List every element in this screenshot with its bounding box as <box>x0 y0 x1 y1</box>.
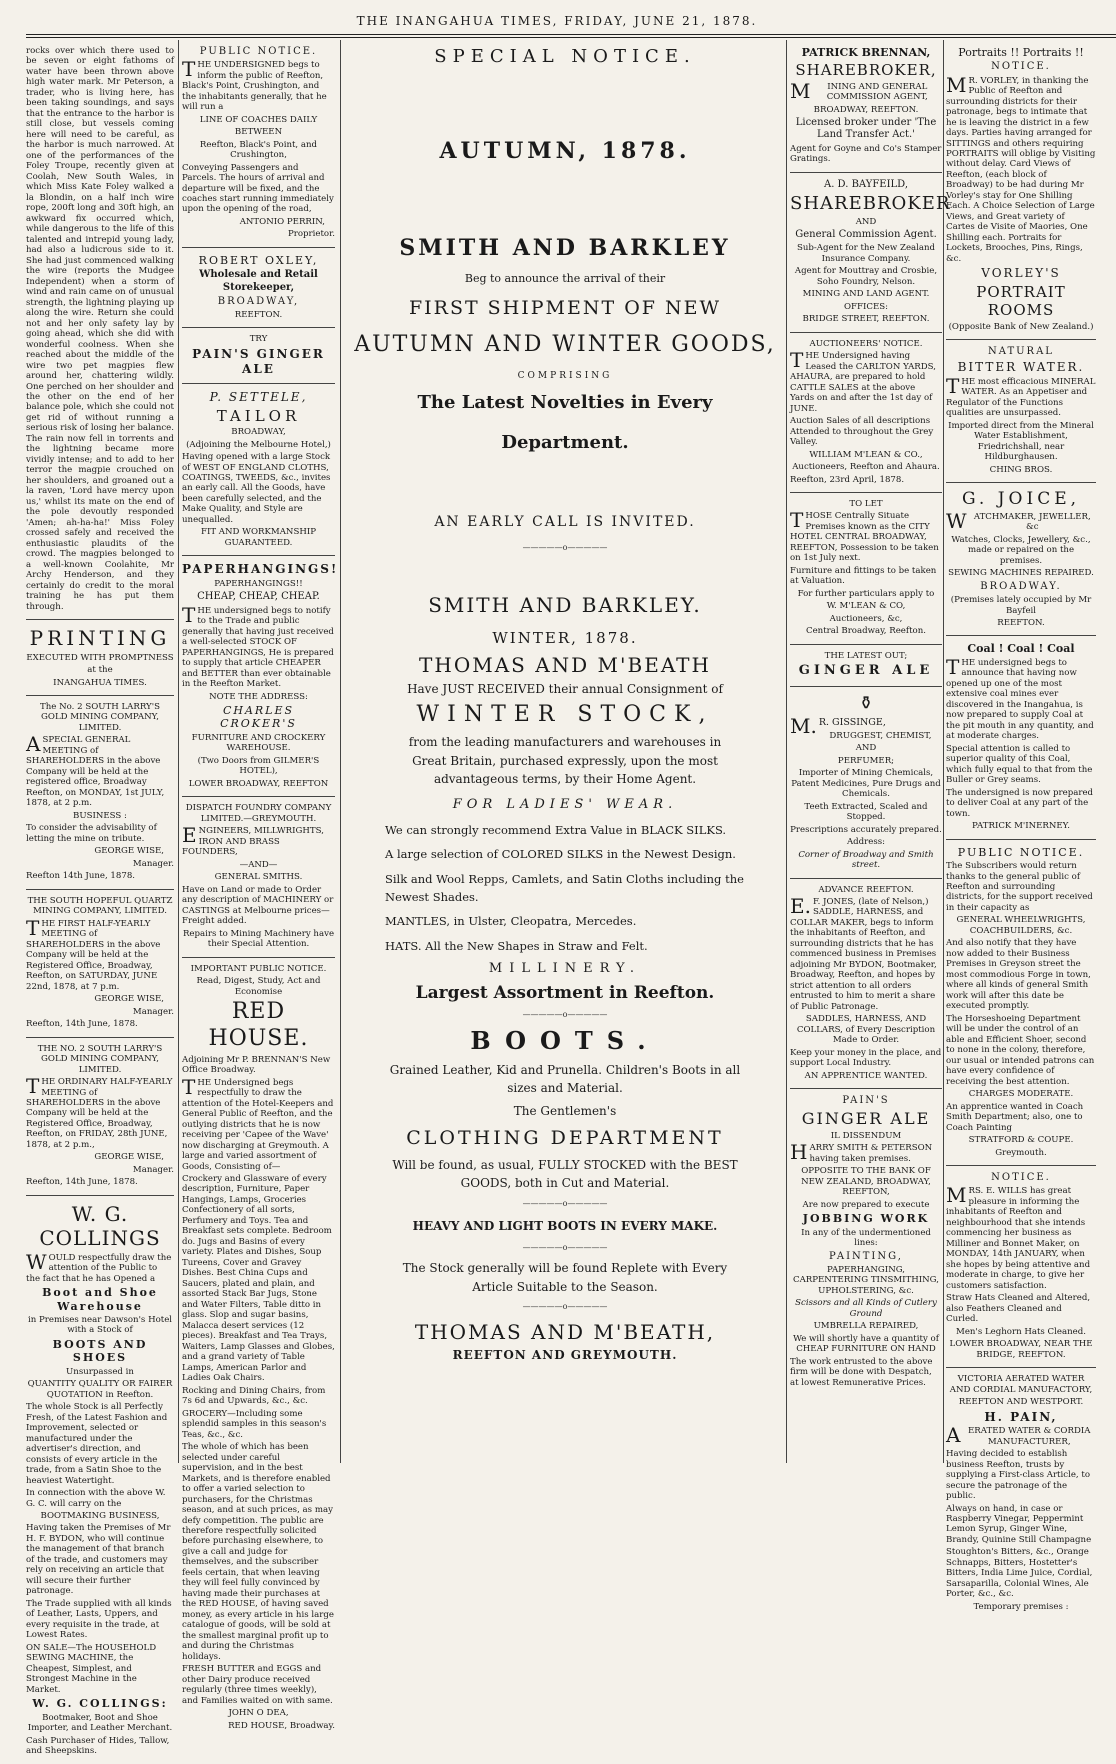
notice-title: THE NO. 2 SOUTH LARRY'S GOLD MINING COMPANY, LIMITED. <box>37 1043 163 1075</box>
ad-text: MINING AND GENERAL COMMISSION AGENT, <box>790 78 928 103</box>
ad-text: Cash Purchaser of Hides, Tallow, and Sheepskins. <box>26 1735 170 1757</box>
ad-text: And also notify that they have now added to their Business Premises in Greyson street the most commodious Forge in town, where all kinds of general Smith work will after this date be executed promptly. <box>946 938 1091 1012</box>
gold-company-notice <box>26 1038 174 1196</box>
ad-heading: MILLINERY. <box>488 961 642 977</box>
column-divider <box>786 40 787 1463</box>
red-house-ad <box>182 958 335 1739</box>
ad-text: REEFTON. <box>997 617 1045 628</box>
ad-text: AND <box>855 216 877 227</box>
notice-title: THE SOUTH HOPEFUL QUARTZ MINING COMPANY, LIMITED. <box>27 895 173 917</box>
aerated-water-ad <box>946 1368 1096 1619</box>
ad-text: SEWING MACHINES REPAIRED. <box>948 568 1094 579</box>
ad-text: Grained Leather, Kid and Prunella. Children's Boots in all sizes and Material. <box>389 1062 741 1096</box>
ad-text: in Premises near Dawson's Hotel with a Stock of <box>27 1314 173 1336</box>
ad-heading: GINGER ALE <box>798 663 934 679</box>
signature: GEORGE WISE, <box>94 1152 164 1163</box>
notice-date: Reefton, 14th June, 1878. <box>26 1177 138 1188</box>
ad-text: BRIDGE STREET, REEFTON. <box>802 314 930 325</box>
column-1 <box>26 40 174 1757</box>
ad-text: Reefton, Black's Point, and Crushington, <box>199 139 318 161</box>
ad-heading: FIT AND WORKMANSHIP GUARANTEED. <box>200 527 317 548</box>
ad-text: OPPOSITE TO THE BANK OF NEW ZEALAND, BROADWAY, REEFTON, <box>801 1166 931 1198</box>
printing-line: INANGAHUA TIMES. <box>53 677 147 688</box>
ad-text: Are now prepared to execute <box>802 1199 930 1210</box>
ad-text: Rocking and Dining Chairs, from 7s 6d and Upwards, &c., &c. <box>182 1385 326 1407</box>
ad-text: LOWER BROADWAY, NEAR THE BRIDGE, REEFTON. <box>949 1339 1093 1360</box>
ad-text: AN EARLY CALL IS INVITED. <box>434 513 696 530</box>
brennan-ad <box>790 40 942 173</box>
ad-text: Sub-Agent for the New Zealand Insurance Company. <box>796 243 936 264</box>
ad-text: PAPERHANGINGS!! <box>214 579 303 589</box>
ad-text: MR. VORLEY, in thanking the Public of Reefton and surrounding districts for their patronage, begs to intimate that he is leaving the district in a few days. Parties having arranged for SITTINGS and others requiring PORTRAITS will oblige by Visiting without delay. Card Views of Reefton, (each block of Broadway) to be had during Mr Vorley's stay for One Shilling Each. A Choice Selection of Large Views, and Great variety of Cartes de Visite of Maories, One Shilling each. Portraits for Lockets, Brooches, Pins, Rings, &c. <box>946 72 1096 264</box>
ad-text: Auction Sales of all descriptions Attended to throughout the Grey Valley. <box>790 416 934 448</box>
ad-text: COMPRISING <box>517 371 613 382</box>
ad-heading: Largest Assortment in Reefton. <box>415 983 715 1004</box>
separator: —————o————— <box>522 1243 608 1253</box>
ad-heading: FOR LADIES' WEAR. <box>452 797 678 812</box>
notice-heading: IMPORTANT PUBLIC NOTICE. <box>190 963 327 974</box>
ad-text: FRESH BUTTER and EGGS and other Dairy produce received regularly (three times weekly), and Families waited on with same. <box>182 1664 333 1706</box>
ad-text: CHARGES MODERATE. <box>968 1089 1074 1100</box>
ad-heading: GENERAL WHEELWRIGHTS, COACHBUILDERS, &c. <box>956 915 1086 936</box>
firm-name: SMITH AND BARKLEY <box>399 234 731 261</box>
paperhangings-ad <box>182 556 339 797</box>
signature-role: Auctioneers, &c, <box>829 613 903 624</box>
ad-heading: BOOTS. <box>470 1025 660 1055</box>
ad-text: (Adjoining the Melbourne Hotel,) <box>186 439 331 450</box>
signature-role: Manager. <box>132 1006 174 1017</box>
ad-text: HARRY SMITH & PETERSON having taken premises. <box>790 1140 933 1165</box>
ad-text: Scissors and all Kinds of Cutlery Ground <box>795 1298 937 1319</box>
printing-line: at the <box>87 665 113 676</box>
masthead-rule <box>26 34 1116 35</box>
ad-text: AN APPRENTICE WANTED. <box>804 1070 928 1081</box>
ad-text: Will be found, as usual, FULLY STOCKED with the BEST GOODS, both in Cut and Material. <box>392 1157 738 1191</box>
ad-text: E.F. JONES, (late of Nelson,) SADDLE, HARNESS, and COLLAR MAKER, begs to inform the inhabitants of Reefton, and surrounding districts that he has commenced business in Premises adjoining Mr BYDON, Bootmaker, Broadway, Reefton, and hopes by strict attention to all orders entrusted to him to merit a share of Public Patronage. <box>790 893 937 1012</box>
ad-text: The Subscribers would return thanks to the general public of Reefton and surrounding districts, for the support received in their capacity as <box>946 861 1093 913</box>
masthead: THE INANGAHUA TIMES, FRIDAY, JUNE 21, 1878. <box>356 14 758 28</box>
ad-text: Imported direct from the Mineral Water Establishment, Friedrichshall, near Hildburghausen. <box>948 420 1094 463</box>
ad-heading: PORTRAIT ROOMS <box>976 282 1066 320</box>
advertiser-name: H. PAIN, <box>984 1409 1058 1424</box>
ad-heading: VICTORIA AERATED WATER AND CORDIAL MANUFACTORY, <box>949 1374 1093 1395</box>
list-item: A large selection of COLORED SILKS in the Newest Design. <box>385 847 736 862</box>
ad-text: Men's Leghorn Hats Cleaned. <box>956 1326 1086 1337</box>
ad-text: WOULD respectfully draw the attention of the Public to the fact that he has Opened a <box>26 1249 172 1284</box>
ad-text: Agent for Mouttray and Crosbie, Soho Foundry, Nelson. <box>794 266 938 287</box>
collings-ad <box>26 1196 174 1764</box>
notice-heading: PUBLIC NOTICE. <box>199 46 318 57</box>
saddler-ad <box>790 879 942 1090</box>
ad-text: TRY <box>249 334 268 345</box>
ad-heading: Coal ! Coal ! Coal <box>967 642 1075 656</box>
ad-heading: GINGER ALE <box>801 1109 931 1129</box>
ad-text: Stoughton's Bitters, &c., Orange Schnapps, Bitters, Hostetter's Bitters, India Lime Juice, Cordial, Sarsaparilla, Colonial Wines, Ale Porter, &c., &c. <box>946 1547 1093 1600</box>
ad-text: Watches, Clocks, Jewellery, &c., made or repaired on the premises. <box>951 534 1091 566</box>
notice-heading: AUCTIONEERS' NOTICE. <box>809 338 923 349</box>
ad-text: Having taken the Premises of Mr H. F. BYDON, who will continue the management of that branch of the trade, and customers may rely on receiving an article that will secure their further patronage. <box>26 1523 171 1597</box>
bayfeild-ad <box>790 173 951 333</box>
signature: W. M'LEAN & CO, <box>826 601 906 612</box>
coal-ad <box>946 636 1096 839</box>
separator: —————o————— <box>522 1009 608 1019</box>
ad-heading: CLOTHING DEPARTMENT <box>406 1126 724 1149</box>
ad-heading: BITTER WATER. <box>957 360 1085 375</box>
ad-text: QUANTITY QUALITY OR FAIRER QUOTATION in Reefton. <box>27 1379 173 1400</box>
printing-line: EXECUTED WITH PROMPTNESS <box>26 652 174 663</box>
ladies-items <box>345 821 785 955</box>
notice-title: The No. 2 SOUTH LARRY'S GOLD MINING COMPANY, LIMITED. <box>40 702 160 733</box>
ad-heading: WATCHMAKER, JEWELLER, &c <box>946 508 1091 533</box>
column-3 <box>345 40 785 1463</box>
ad-text: (Opposite Bank of New Zealand.) <box>948 321 1094 332</box>
list-item: HATS. All the New Shapes in Straw and Felt. <box>385 938 648 953</box>
signature: GEORGE WISE, <box>94 994 164 1005</box>
ad-heading: FIRST SHIPMENT OF NEW <box>408 297 722 320</box>
advertiser-name: RED HOUSE. <box>208 999 309 1051</box>
chemist-ad <box>790 687 942 878</box>
ad-heading: MINING AND LAND AGENT. <box>802 289 930 300</box>
special-notice-title: SPECIAL NOTICE. <box>434 46 696 67</box>
ad-text: Prescriptions accurately prepared. <box>790 824 942 835</box>
ad-text: The work entrusted to the above firm will be done with Despatch, at lowest Remunerative Prices. <box>790 1356 933 1388</box>
ad-text: BROADWAY, REEFTON. <box>813 104 919 115</box>
ad-text: Agent for Goyne and Co's Stamper Gratings. <box>790 143 942 165</box>
ad-text: FURNITURE AND CROCKERY WAREHOUSE. <box>191 732 326 754</box>
gold-company-notice <box>26 696 174 890</box>
ad-text: The Gentlemen's <box>513 1104 617 1118</box>
signature: JOHN O DEA, <box>228 1708 289 1719</box>
signature-role: Auctioneers, Reefton and Ahaura. <box>792 462 940 473</box>
painting-ad <box>790 1089 942 1395</box>
advertiser-name: G. JOICE, <box>961 489 1081 510</box>
advertiser-name: ROBERT OXLEY, <box>198 253 319 267</box>
auctioneers-notice <box>790 333 942 493</box>
mortar-icon: ⚱ <box>858 693 874 715</box>
ad-text: IL DISSENDUM <box>830 1130 902 1141</box>
masthead-rule-2 <box>26 37 1116 38</box>
ad-text: THE undersigned begs to announce that having now opened up one of the most extensive coal mines ever discovered in the Inangahua, is now prepared to supply Coal at the pit mouth in any quantity, and at moderate charges. <box>946 654 1094 742</box>
advertiser-name: PATRICK BRENNAN, <box>801 46 931 59</box>
joice-ad <box>946 483 1096 636</box>
ad-text: Keep your money in the place, and support Local Industry. <box>790 1047 942 1069</box>
ad-text: LOWER BROADWAY, REEFTON <box>188 778 329 789</box>
ad-text: THE most efficacious MINERAL WATER. As an Appetiser and Regulator of the Functions qualities are unsurpassed. <box>946 373 1096 419</box>
column-divider <box>943 40 944 1463</box>
ad-text: Wholesale and Retail Storekeeper, <box>199 269 318 293</box>
ad-heading: BOOTMAKING BUSINESS, <box>40 1510 160 1521</box>
ad-text: BROADWAY. <box>980 580 1062 592</box>
list-item: Silk and Wool Repps, Camlets, and Satin Cloths including the Newest Shades. <box>385 871 744 905</box>
ad-text: Have on Land or made to Order any description of MACHINERY or CASTINGS at Melbourne prices—Freight added. <box>182 884 334 927</box>
column-5 <box>946 40 1096 1612</box>
ad-text: BROADWAY, <box>231 427 286 438</box>
ginger-ale-ad <box>182 328 335 384</box>
ad-heading: HEAVY AND LIGHT BOOTS IN EVERY MAKE. <box>412 1218 718 1233</box>
ad-heading: Boot and Shoe Warehouse <box>42 1286 158 1313</box>
column-divider <box>340 40 341 1463</box>
signature: GEORGE WISE, <box>94 846 164 857</box>
gold-company-notice <box>26 890 174 1038</box>
ad-text: Bootmaker, Boot and Shoe Importer, and Leather Merchant. <box>27 1712 173 1734</box>
notice-heading: TO LET <box>849 499 883 509</box>
ad-text: PAIN'S <box>842 1095 890 1107</box>
ad-text: Always on hand, in case or Raspberry Vinegar, Peppermint Lemon Syrup, Ginger Wine, Brandy, Quinine Still Champagne <box>946 1503 1092 1545</box>
ad-text: PAPERHANGING, CARPENTERING TINSMITHING, UPHOLSTERING, &c. <box>793 1264 939 1296</box>
notice-heading: NOTICE. <box>991 1172 1051 1184</box>
ad-text: NATURAL <box>988 346 1054 358</box>
ad-heading: DRUGGEST, CHEMIST, <box>829 730 932 741</box>
separator: —————o————— <box>522 542 608 552</box>
autumn-heading: AUTUMN, 1878. <box>439 137 691 164</box>
notice-date: Reefton, 23rd April, 1878. <box>790 474 905 485</box>
signature: WILLIAM M'LEAN & CO., <box>809 449 923 460</box>
ad-text: Greymouth. <box>995 1147 1047 1158</box>
ad-text: Crockery and Glassware of every description, Furniture, Paper Hangings, Lamps, Groceries Confectionery of all sorts, Perfumery and Toys. Tea and Breakfast sets complete. Bedroom do. Jugs and Basins of every variety. Plates and Dishes, Soup Tureens, Cover and Gravey Dishes. Best China Cups and Saucers, plated and plain, and assorted Stack Bar Jugs, Stone and Water Filters, Table ditto in glass. Slop and sugar basins, Malacca desert services (12 pieces). Breakfast and Tea Trays, Waiters, Lamp Glasses and Globes, and a grand variety of Table Lamps, American Parlor and Ladies Oak Chairs. <box>182 1174 335 1384</box>
ad-text: (Two Doors from GILMER'S HOTEL), <box>197 755 320 777</box>
printing-ad <box>26 620 174 696</box>
ad-text: Having decided to establish business Reefton, trusts by supplying a First-class Article, to secure the patronage of the public. <box>946 1449 1090 1502</box>
ad-heading: PAIN'S GINGER ALE <box>192 346 325 376</box>
ad-text: The Stock generally will be found Replete with Every Article Suitable to the Season. <box>402 1261 728 1294</box>
notice-heading: NOTICE. <box>991 61 1051 73</box>
ad-text: MRS. E. WILLS has great pleasure in informing the inhabitants of Reefton and neighbourhood that she intends commencing her business as Milliner and Bonnet Maker, on MONDAY, 14th JANUARY, when she hopes by being attentive and moderate in charge, to give her customers satisfaction. <box>946 1183 1091 1291</box>
ad-text: CHEAP, CHEAP, CHEAP. <box>197 591 320 603</box>
ad-text: We will shortly have a quantity of CHEAP FURNITURE ON HAND <box>793 1333 939 1355</box>
ad-heading: AUTUMN AND WINTER GOODS, <box>354 332 776 358</box>
ad-heading: BOOTS AND SHOES <box>52 1337 148 1365</box>
advertiser-name: W. G. COLLINGS <box>39 1201 161 1251</box>
ginger-ale-ad <box>790 645 942 687</box>
settele-ad <box>182 384 335 556</box>
ad-text: Importer of Mining Chemicals, Patent Medicines, Pure Drugs and Chemicals. <box>791 768 941 800</box>
ad-text: Licensed broker under 'The Land Transfer Act.' <box>795 117 937 141</box>
ad-text: ON SALE—The HOUSEHOLD SEWING MACHINE, the Cheapest, Simplest, and Strongest Machine in the Market. <box>26 1642 157 1695</box>
ad-text: GENERAL SMITHS. <box>214 872 303 883</box>
column-4 <box>790 40 951 1463</box>
ad-text: (Premises lately occupied by Mr Bayfeil <box>950 595 1092 616</box>
ad-text: —AND— <box>239 859 278 870</box>
signature-role: Proprietor. <box>287 229 335 240</box>
signature-role: Manager. <box>132 858 174 869</box>
business-text: To consider the advisability of letting the mine on tribute. <box>26 823 157 844</box>
ad-text: Temporary premises : <box>973 1601 1069 1612</box>
signature-role: RED HOUSE, Broadway. <box>228 1720 335 1731</box>
news-story <box>26 40 174 620</box>
ad-text: REEFTON AND WESTPORT. <box>958 1397 1084 1408</box>
ad-text: The whole of which has been selected under careful supervision, and in the best Markets, and is therefore enabled to offer a varied selection to purchasers, for the Christmas season, and at such prices, as may defy competition. The public are therefore respectfully solicited before purchasing elsewhere, to give a call and judge for themselves, and the subscriber feels certain, that when leaving they will feel fully convinced by having made their purchases at the RED HOUSE, of having saved money, as every article in his large catalogue of goods, will be sold at the smallest marginal profit up to and during the Christmas holidays. <box>182 1442 334 1662</box>
wheelwright-notice <box>946 840 1096 1166</box>
ad-text: Furniture and fittings to be taken at Valuation. <box>790 565 937 587</box>
ad-text: THE Undersigned having Leased the CARLTON YARDS, AHAURA, are prepared to hold CATTLE SALES at the above Yards on and after the 1st day of JUNE. <box>790 348 936 414</box>
ad-text: An apprentice wanted in Coach Smith Department; also, one to Coach Painting <box>946 1101 1084 1133</box>
advertiser-name: A. D. BAYFEILD, <box>823 178 909 190</box>
ad-heading: PAINTING, <box>829 1250 903 1262</box>
separator: —————o————— <box>522 1198 608 1208</box>
ad-text: Unsurpassed in <box>66 1366 134 1377</box>
ad-text: Conveying Passengers and Parcels. The hours of arrival and departure will be fixed, and the coaches start running immediately upon the opening of the road, <box>182 162 334 215</box>
column-2 <box>182 40 339 1731</box>
ad-text: THE UNDERSIGNED begs to inform the public of Reefton, Black's Point, Crushington, and the inhabitants generally, that he will run a <box>182 57 327 113</box>
story-text: rocks over which there used to be seven or eight fathoms of water have been thrown above high water mark. Mr Peterson, a trader, who is living here, has been taking soundings, and says that the entrance to the harbor is still close, but vessels coming here will need to be careful, as the harbor is much narrowed. At one of the performances of the Foley Troupe, recently given at Coolah, New South Wales, in which Miss Kate Foley walked a la Blondin, on a half inch wire rope, 200ft long and 30ft high, an awkward fix occurred which, while dangerous to the life of this talented and intrepid young lady, had also a ludicrous side to it. She had just commenced walking the wire (reports the Mudgee Independent) when a storm of wind and rain came on of unusual strength, the lightning playing up along the wire. Return she could not and her only safety lay by going ahead, which she did with wonderful coolness. When she reached about the middle of the wire two pet magpies flew around her, chattering wildly. One perched on her shoulder and the other on the end of her balance pole, which she could not get rid of without running a serious risk of losing her balance. The rain now fell in torrents and the lightning became more vividly intense; and to add to her terror the magpie crouched on her shoulders, and groaned out a la raven, 'Lord have mercy upon us,' whilst its mate on the end of the pole devoutly responded 'Amen; ah-ha-ha!' Miss Foley crossed safely and received the enthusiastic plaudits of the crowd. The magpies belonged to a well-known Coolahite, Mr Archy Henderson, and they certainly do credit to the moral training he has put them through. <box>26 46 174 612</box>
ad-heading: LINE OF COACHES DAILY <box>199 114 318 125</box>
business-heading: BUSINESS : <box>73 810 127 821</box>
separator: —————o————— <box>522 1302 608 1312</box>
ad-heading: WINTER, 1878. <box>492 629 638 648</box>
signature: ANTONIO PERRIN, <box>239 216 325 227</box>
ad-text: Adjoining Mr P. BRENNAN'S New Office Broadway. <box>182 1054 331 1076</box>
notice-date: Reefton, 14th June, 1878. <box>26 1019 138 1030</box>
firm-name: SMITH AND BARKLEY. <box>428 592 702 617</box>
ad-text: General Commission Agent. <box>795 229 937 241</box>
to-let-notice <box>790 493 942 645</box>
ad-heading: AERATED WATER & CORDIA MANUFACTURER, <box>946 1423 1091 1448</box>
printing-heading: PRINTING <box>29 626 171 651</box>
milliner-notice <box>946 1166 1096 1368</box>
ad-text: Repairs to Mining Machinery have their Special Attention. <box>182 928 335 950</box>
ad-text: Teeth Extracted, Scaled and Stopped. <box>804 801 928 823</box>
signature: PATRICK M'INERNEY. <box>972 821 1070 832</box>
ad-heading: SHAREBROKER, <box>795 61 937 80</box>
advertiser-name: W. G. COLLINGS: <box>32 1697 168 1711</box>
ad-heading: Department. <box>501 431 629 453</box>
ad-heading: TAILOR <box>216 406 301 425</box>
advertiser-name: M.R. GISSINGE, <box>790 714 886 739</box>
ad-text: The Horseshoeing Department will be under the control of an able and Efficient Shoer, second to none in the colony, therefore, our usual or intended patrons can have every confidence of receiving the best attention. <box>946 1013 1095 1087</box>
foundry-ad <box>182 797 335 957</box>
ad-heading: JOBBING WORK <box>802 1212 930 1226</box>
ad-heading: WINTER STOCK, <box>416 702 714 728</box>
notice-body: THE FIRST HALF-YEARLY MEETING of SHAREHOLDERS in the above Company will be held at the Registered Office, Broadway, Reefton, on SATURDAY, JUNE 22nd, 1878, at 7 p.m. <box>26 915 161 992</box>
ad-text: THOSE Centrally Situate Premises known as the CITY HOTEL CENTRAL BROADWAY, REEFTON, Possession to be taken on 1st July next. <box>790 508 939 564</box>
ad-text: Beg to announce the arrival of their <box>464 271 666 285</box>
ad-text: BROADWAY, <box>217 295 300 307</box>
ad-text: THE LATEST OUT; <box>824 650 908 661</box>
ad-text: In any of the undermentioned lines: <box>801 1227 931 1249</box>
portraits-ad <box>946 40 1096 340</box>
ad-text: REEFTON. <box>234 309 283 320</box>
ad-text: Special attention is called to superior quality of this Coal, which fully equal to that from the Buller or Grey seams. <box>946 743 1093 786</box>
advertiser-name: CHARLES CROKER'S <box>220 704 297 731</box>
ad-text: BETWEEN <box>234 127 283 138</box>
ad-text: The whole Stock is all Perfectly Fresh, of the Latest Fashion and Improvement, selected or manufactured under the advertiser's direction, and consists of every article in the trade, from a Satin Shoe to the heaviest Watertight. <box>26 1402 168 1486</box>
ad-text: Corner of Broadway and Smith street. <box>798 849 934 871</box>
ad-text: Have JUST RECEIVED their annual Consignment of <box>407 681 723 696</box>
ad-text: Straw Hats Cleaned and Altered, also Feathers Cleaned and Curled. <box>946 1293 1091 1325</box>
column-divider <box>178 40 179 1463</box>
signature-role: Manager. <box>132 1164 174 1175</box>
ad-text: OFFICES: <box>844 301 888 312</box>
ad-text: Read, Digest, Study, Act and Economise <box>196 976 321 997</box>
advertiser-name: VORLEY'S <box>981 266 1061 281</box>
ad-heading: SHAREBROKER <box>790 192 951 214</box>
ad-text: Central Broadway, Reefton. <box>806 626 926 637</box>
bitter-water-ad <box>946 340 1096 483</box>
notice-body: ASPECIAL GENERAL MEETING of SHAREHOLDERS in the above Company will be held at the registered office, Broadway Reefton, on MONDAY, 1st JULY, 1878, at 2 p.m. <box>26 732 165 809</box>
ad-text: THE undersigned begs to notify to the Trade and public generally that having just received a well-selected STOCK OF PAPERHANGINGS, He is prepared to supply that article CHEAPER and BETTER than ever obtainable in the Reefton Market. <box>182 602 334 690</box>
oxley-ad <box>182 248 335 328</box>
notice-body: THE ORDINARY HALF-YEARLY MEETING of SHAREHOLDERS in the above Company will be held at the Registered Office, Broadway, Reefton, on FRIDAY, 28th JUNE, 1878, at 2 p.m., <box>26 1074 173 1150</box>
notice-date: Reefton 14th June, 1878. <box>26 871 136 882</box>
coach-notice <box>182 40 335 248</box>
ad-text: Address: <box>846 837 886 848</box>
ad-text: GROCERY—Including some splendid samples in this season's Teas, &c., &c. <box>182 1408 327 1440</box>
ad-text: THE Undersigned begs respectfully to draw the attention of the Hotel-Keepers and General Public of Reefton, and the outlying districts that he is now receiving per 'Capee of the Wave' now discharging at Greymouth. A large and varied assortment of Goods, Consisting of— <box>182 1074 334 1172</box>
ad-text: NOTE THE ADDRESS: <box>209 691 308 702</box>
ad-text: Having opened with a large Stock of WEST OF ENGLAND CLOTHS, COATINGS, TWEEDS, &c., invites an early call. All the Goods, have been carefully selected, and the Make Quality, and Style are unequalled. <box>182 452 331 525</box>
advertiser-name: P. SETTELE, <box>209 390 308 405</box>
ad-heading: Portraits !! Portraits !! <box>958 46 1084 59</box>
ad-text: AND <box>855 743 877 754</box>
ad-heading: DISPATCH FOUNDRY COMPANY LIMITED.—GREYMOUTH. <box>185 803 332 824</box>
firm-name: THOMAS AND M'BEATH, <box>414 1319 716 1344</box>
ad-text: In connection with the above W. G. C. will carry on the <box>26 1488 166 1509</box>
ad-heading: The Latest Novelties in Every <box>417 391 713 413</box>
list-item: MANTLES, in Ulster, Cleopatra, Mercedes. <box>385 914 637 929</box>
ad-heading: PERFUMER; <box>837 755 895 766</box>
ad-text: UMBRELLA REPAIRED, <box>813 1321 919 1332</box>
signature: STRATFORD & COUPE. <box>968 1135 1074 1146</box>
ad-text: The undersigned is now prepared to deliver Coal at any part of the town. <box>946 787 1094 819</box>
notice-heading: ADVANCE REEFTON. <box>818 884 914 895</box>
ad-text: from the leading manufacturers and warehouses in Great Britain, purchased expressly, upon the most advantageous terms, by their Home Agent. <box>408 735 722 787</box>
ad-heading: PAPERHANGINGS! <box>182 562 339 577</box>
signature: CHING BROS. <box>989 464 1053 475</box>
list-item: We can strongly recommend Extra Value in BLACK SILKS. <box>385 822 727 837</box>
firm-name: THOMAS AND M'BEATH <box>419 653 711 678</box>
ad-text: REEFTON AND GREYMOUTH. <box>452 1348 678 1363</box>
notice-heading: PUBLIC NOTICE. <box>957 845 1085 859</box>
ad-text: SADDLES, HARNESS, AND COLLARS, of Every Description Made to Order. <box>796 1014 936 1046</box>
ad-text: ENGINEERS, MILLWRIGHTS, IRON AND BRASS FOUNDERS, <box>182 823 324 858</box>
ad-text: The Trade supplied with all kinds of Leather, Lasts, Uppers, and every requisite in the trade, at Lowest Rates. <box>26 1598 172 1641</box>
ad-text: For further particulars apply to <box>797 588 935 599</box>
